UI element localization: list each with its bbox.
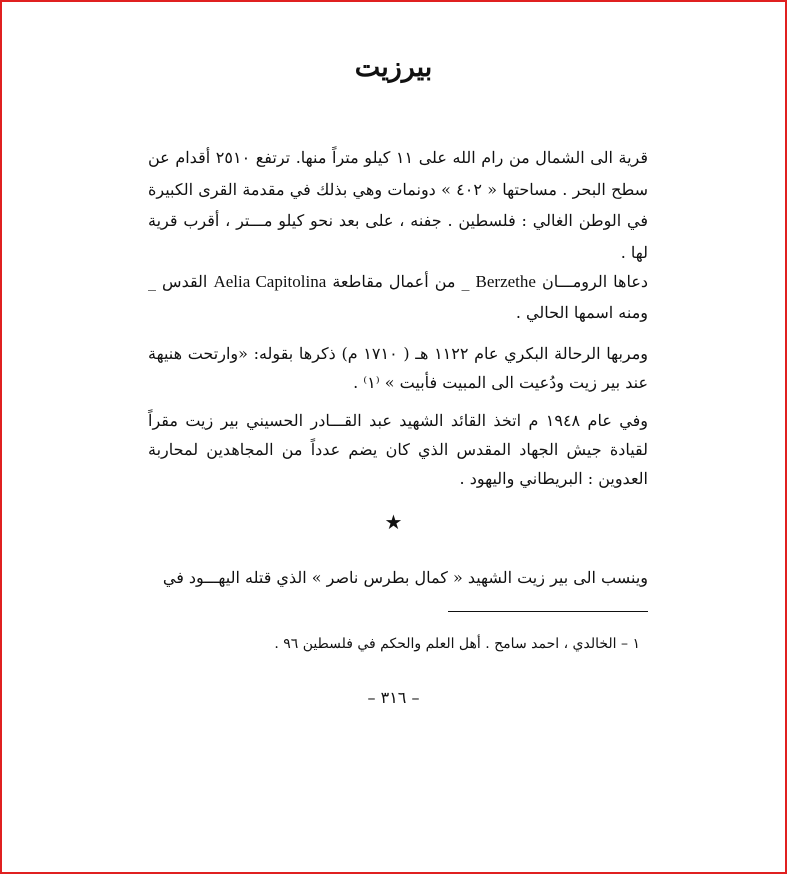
footnote-divider <box>448 611 648 612</box>
page-title: بيرزيت <box>354 52 433 83</box>
page-number: – ٣١٦ – <box>367 688 420 707</box>
star-separator-icon: ★ <box>384 510 403 534</box>
latin-name-berzethe: Berzethe <box>475 272 536 291</box>
footnote: ١ – الخالدي ، احمد سامح . أهل العلم والحكم في فلسطين ٩٦ . <box>274 636 640 652</box>
paragraph-roman-name <box>148 266 648 328</box>
roman-name-lead: دعاها الرومـــان <box>542 272 649 291</box>
paragraph-bakri-visit: ومربها الرحالة البكري عام ١١٢٢ هـ ( ١٧١٠ م) ذكرها بقوله: «وارتحت هنيهة عند بير زيت ودُعيت الى المبيت فأبيت » ⁽١⁾ . <box>148 344 649 392</box>
paragraph-location: قرية الى الشمال من رام الله على ١١ كيلو متراً منها. ترتفع ٢٥١٠ أقدام عن سطح البحر . مساحتها « ٤٠٢ » دونمات وهي بذلك في مقدمة القرى الكبيرة في الوطن الغالي : فلسطين . جفنه ، على بعد نحو كيلو مـــتر ، أقرب قرية لها . <box>148 148 649 262</box>
roman-name-tail: القدس _ ومنه اسمها الحالي . <box>148 272 648 322</box>
paragraph-1948: وفي عام ١٩٤٨ م اتخذ القائد الشهيد عبد القـــادر الحسيني بير زيت مقراً لقيادة جيش الجهاد المقدس الذي كان يضم عدداً من المجاهدين لمحاربة العدوين : البريطاني واليهود . <box>148 411 648 488</box>
latin-name-aelia-capitolina: Aelia Capitolina <box>213 272 327 291</box>
roman-name-mid: _ من أعمال مقاطعة <box>332 272 470 291</box>
paragraph-kamal-nasser: وينسب الى بير زيت الشهيد « كمال بطرس ناصر » الذي قتله اليهـــود في <box>162 568 648 587</box>
